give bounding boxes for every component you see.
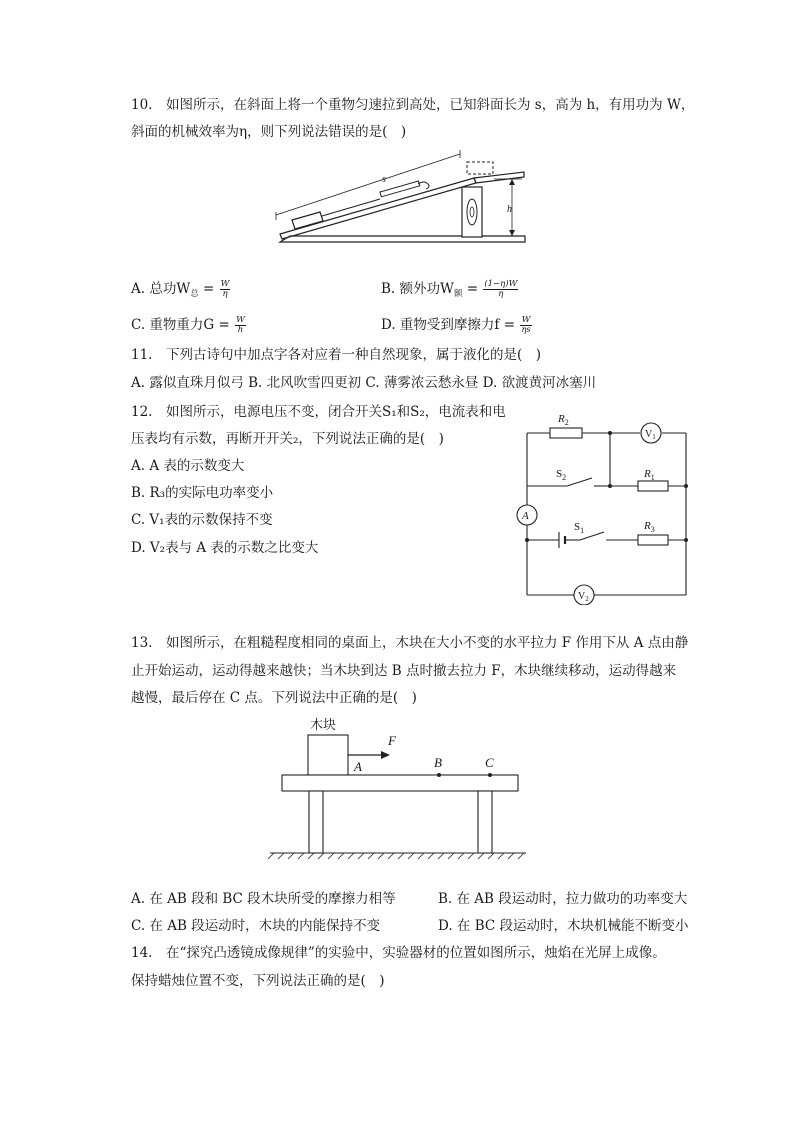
- q13-option-a[interactable]: A. 在 AB 段和 BC 段木块所受的摩擦力相等: [131, 891, 396, 907]
- q10-incline-figure: [262, 150, 528, 250]
- q13-stem-line1: 13. 如图所示，在粗糙程度相同的桌面上，木块在大小不变的水平拉力 F 作用下从 A 点由静: [131, 635, 689, 651]
- q13-option-b[interactable]: B. 在 AB 段运动时，拉力做功的功率变大: [438, 891, 688, 907]
- q10-option-a[interactable]: A. 总功$W_总$ = $\frac{W}{\eta}$: [131, 279, 230, 299]
- svg-text:S1: $S_1$: [574, 521, 585, 535]
- q13-option-d[interactable]: D. 在 BC 段运动时，木块机械能不断变小: [438, 918, 689, 934]
- svg-text:V2: $V_2$: [578, 591, 589, 603]
- q12-option-b[interactable]: B. R₃的实际电功率变小: [131, 485, 274, 501]
- q10-option-c[interactable]: C. 重物重力G = $\frac{W}{h}$: [131, 315, 245, 335]
- q10-stem-line1: 10. 如图所示，在斜面上将一个重物匀速拉到高处，已知斜面长为 s，高为 h，有用功为 W，: [131, 97, 695, 113]
- q10-stem-line2: 斜面的机械效率为η，则下列说法错误的是( ): [131, 124, 407, 140]
- q14-stem-line2: 保持蜡烛位置不变，下列说法正确的是( ): [131, 973, 385, 989]
- q11-stem: 11. 下列古诗句中加点字各对应着一种自然现象，属于液化的是( ): [131, 347, 542, 363]
- svg-text:R3: $R_3$: [644, 520, 655, 534]
- q13-label-a: A: [354, 759, 362, 774]
- q11-options[interactable]: A. 露似直珠月似弓 B. 北风吹雪四更初 C. 薄雾浓云愁永昼 D. 欲渡黄河冰塞川: [131, 375, 597, 391]
- q12-option-a[interactable]: A. A 表的示数变大: [131, 458, 245, 474]
- q12-circuit-diagram: [512, 405, 698, 605]
- q12-option-c[interactable]: C. V₁表的示数保持不变: [131, 512, 273, 528]
- svg-text:R2: $R_2$: [558, 413, 569, 427]
- q12-stem-line1: 12. 如图所示，电源电压不变，闭合开关S₁和S₂，电流表和电: [131, 404, 506, 420]
- q13-table-figure: [266, 713, 530, 863]
- q12-option-d[interactable]: D. V₂表与 A 表的示数之比变大: [131, 540, 319, 556]
- svg-text:R1: $R_1$: [644, 468, 655, 482]
- svg-text:S2: $S_2$: [556, 468, 567, 482]
- q10-option-b[interactable]: B. 额外功$W_额$ = $\frac{(1-\eta)W}{\eta}$: [381, 279, 518, 299]
- q10-label-s: s: [382, 174, 386, 185]
- svg-text:A: A: [522, 510, 529, 522]
- q13-label-c: C: [485, 755, 494, 770]
- svg-text:V1: $V_1$: [645, 429, 656, 441]
- q13-label-b: B: [434, 755, 442, 770]
- q13-option-c[interactable]: C. 在 AB 段运动时，木块的内能保持不变: [131, 918, 381, 934]
- q13-stem-line2: 止开始运动，运动得越来越快；当木块到达 B 点时撤去拉力 F，木块继续移动，运动得越来: [131, 663, 677, 679]
- q14-stem-line1: 14. 在“探究凸透镜成像规律”的实验中，实验器材的位置如图所示，烛焰在光屏上成像。: [131, 945, 666, 961]
- q10-option-d[interactable]: D. 重物受到摩擦力f = $\frac{W}{\eta s}$: [381, 315, 531, 335]
- q13-label-f: F: [388, 733, 396, 748]
- q13-stem-line3: 越慢，最后停在 C 点。下列说法中正确的是( ): [131, 690, 417, 706]
- q12-stem-line2: 压表均有示数，再断开开关₂，下列说法正确的是( ): [131, 431, 444, 447]
- q10-label-h: h: [507, 204, 512, 215]
- q13-label-block: 木块: [310, 717, 337, 732]
